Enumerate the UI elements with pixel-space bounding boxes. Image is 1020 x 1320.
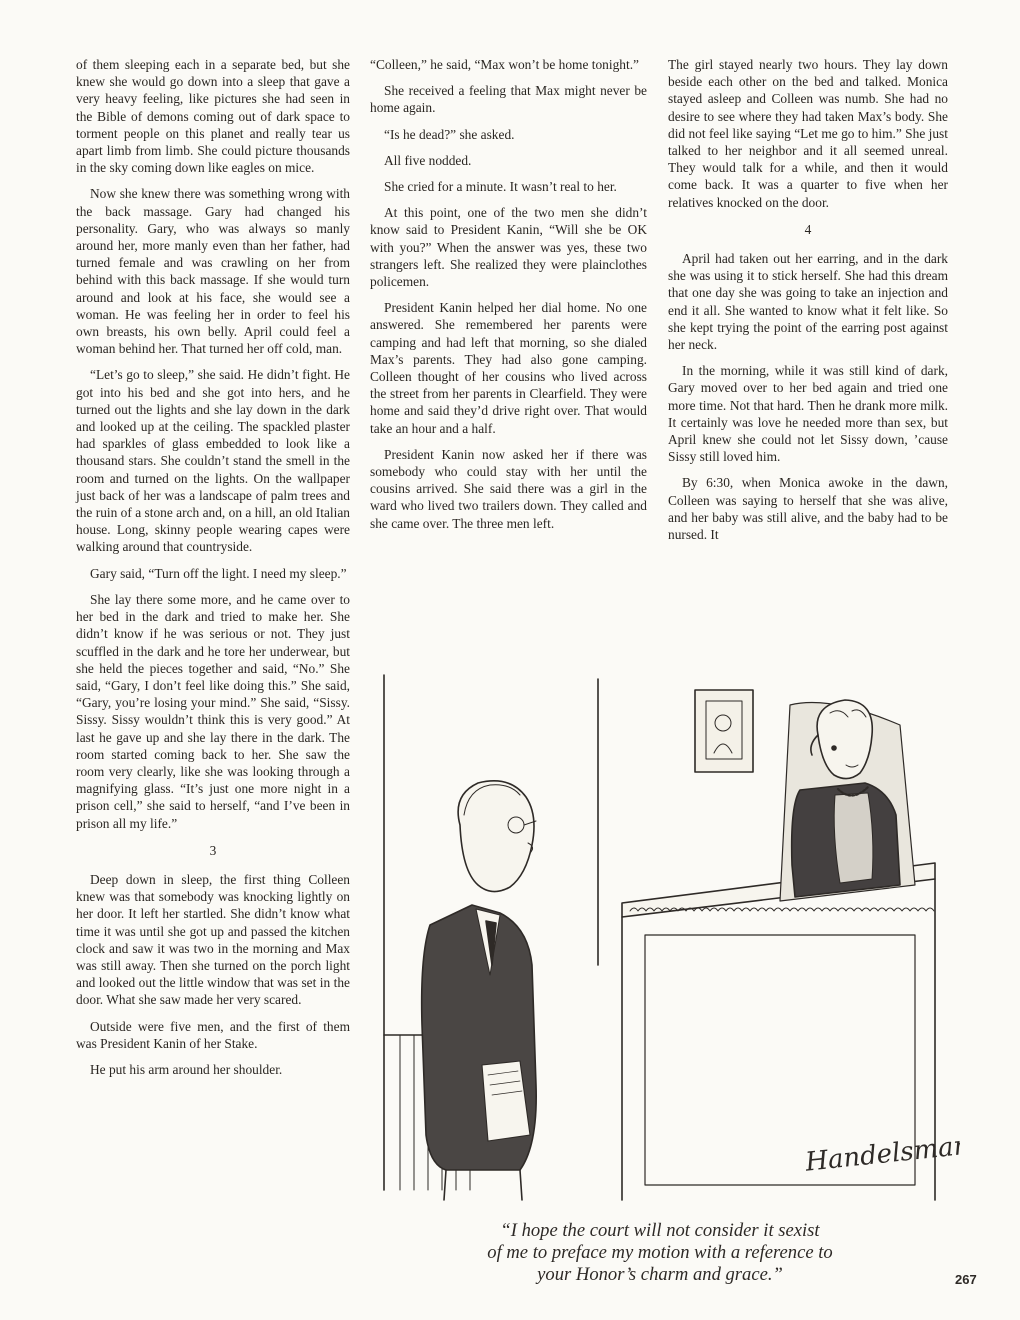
page-number: 267 bbox=[955, 1272, 977, 1287]
paragraph: She cried for a minute. It wasn’t real to her. bbox=[384, 179, 617, 195]
cartoon-caption bbox=[380, 1220, 940, 1286]
caption-line: of me to preface my motion with a reference to bbox=[487, 1242, 833, 1263]
paragraph: “Colleen,” he said, “Max won’t be home tonight.” bbox=[370, 57, 639, 72]
paragraph: She received a feeling that Max might never be home again. bbox=[370, 83, 647, 116]
paragraph: Now she knew there was something wrong with the back massage. Gary had changed his personality. Gary, who was always so manly around her, more manly even than her father, had turned female and was crawling on her from behind with this back massage. If she would turn around and look at his face, she would see a woman. He was feeling her in order to feel his own breasts, his own belly. April could feel a woman behind her. That turned her off cold, man. bbox=[76, 186, 350, 357]
column-3 bbox=[668, 56, 948, 552]
paragraph: The girl stayed nearly two hours. They lay down beside each other on the bed and talked. Monica stayed asleep and Colleen was numb. She had no desire to see where they had taken Max’s body. She did not feel like saying “Let me go to him.” She just talked to her neighbor and it all seemed unreal. They would talk for a while, and then it would come back. It was a quarter to five when her relatives knocked on the door. bbox=[668, 57, 948, 210]
courtroom-drawing bbox=[360, 665, 960, 1205]
paragraph: She lay there some more, and he came over to her bed in the dark and tried to make her. She didn’t know if he was serious or not. They just scuffled in the dark and he tore her underwear, but she held the pieces together and said, “No.” She said, “Gary, I don’t feel like doing this.” She said, “Gary, you’re losing your mind.” She said, “Sissy. Sissy. Sissy wouldn’t think this is very good.” At last he gave up and she lay there in the dark. The room started coming back to her. She saw the room very clearly, like she was looking through a magnifying glass. “It’s just one more night in a prison cell,” she said to herself, “and I’ve been in prison all my life.” bbox=[76, 591, 350, 831]
section-number: 3 bbox=[209, 842, 217, 858]
paragraph: He put his arm around her shoulder. bbox=[90, 1061, 283, 1077]
paragraph: Gary said, “Turn off the light. I need my sleep.” bbox=[90, 565, 347, 581]
paragraph: By 6:30, when Monica awoke in the dawn, Colleen was saying to herself that she was alive, and her baby was still alive, and the baby had to be nursed. It bbox=[668, 475, 948, 543]
paragraph: All five nodded. bbox=[384, 152, 472, 168]
paragraph: President Kanin now asked her if there was somebody who could stay with her until the cousins arrived. She said there was a girl in the ward who lived two trailers down. They called and she came over. The three men left. bbox=[370, 446, 647, 531]
paragraph: of them sleeping each in a separate bed, but she knew she would go down into a sleep that gave a very heavy feeling, like pictures she had seen in the Bible of demons coming out of dark space to torment people on this planet and really tear us apart limb from limb. She could picture thousands in the sky coming down like eagles on mice. bbox=[76, 57, 350, 176]
caption-line: your Honor’s charm and grace.” bbox=[537, 1264, 783, 1285]
paragraph: “Let’s go to sleep,” she said. He didn’t fight. He got into his bed and she got into hers, and he turned out the lights and she lay down in the dark and looked up at the ceiling. The spackled plaster had sparkles of glass embedded to look like a thousand stars. She couldn’t stand the smell in the room and turned on the lights. On the wallpaper just back of her was a landscape of palm trees and the ruin of a stone arch and, on a hill, an old Italian house. Long, skinny people wearing capes were walking around that countryside. bbox=[76, 367, 350, 555]
section-number: 4 bbox=[804, 221, 812, 237]
paragraph: At this point, one of the two men she didn’t know said to President Kanin, “Will she be OK with you?” When the answer was yes, these two strangers left. She realized they were plainclothes policemen. bbox=[370, 205, 647, 290]
paragraph: “Is he dead?” she asked. bbox=[384, 126, 515, 142]
column-1 bbox=[76, 56, 350, 1087]
paragraph: Outside were five men, and the first of them was President Kanin of her Stake. bbox=[76, 1018, 350, 1051]
paragraph: Deep down in sleep, the first thing Colleen knew was that somebody was knocking lightly on her door. It left her startled. She didn’t know what time it was until she got up and passed the kitchen clock and saw it was two in the morning and Max was still away. Then she turned on the porch light and looked out the little window that was set in the door. What she saw made her very scared. bbox=[76, 871, 350, 1008]
cartoonist-signature: Handelsman bbox=[803, 1130, 960, 1178]
paragraph: President Kanin helped her dial home. No one answered. She remembered her parents were camping and had left that morning, so she dialed Max’s parents. They had also gone camping. Colleen thought of her cousins who lived across the street from her parents in Clearfield. They were home and said they’d drive right over. That would take an hour and a half. bbox=[370, 300, 647, 436]
paragraph: In the morning, while it was still kind of dark, Gary moved over to her bed again and tried one more time. Not that hard. Then he drank more milk. It certainly was love he needed more than sex, but April knew she could not let Sissy down, ’cause Sissy still loved him. bbox=[668, 363, 948, 465]
column-2 bbox=[370, 56, 647, 541]
paragraph: April had taken out her earring, and in the dark she was using it to stick herself. She had this dream that one day she was going to take an injection and end it all. She wanted to know what it felt like. So she kept trying the point of the earring post against her neck. bbox=[668, 251, 948, 353]
caption-line: “I hope the court will not consider it sexist bbox=[500, 1220, 820, 1241]
cartoon-illustration bbox=[360, 665, 960, 1205]
